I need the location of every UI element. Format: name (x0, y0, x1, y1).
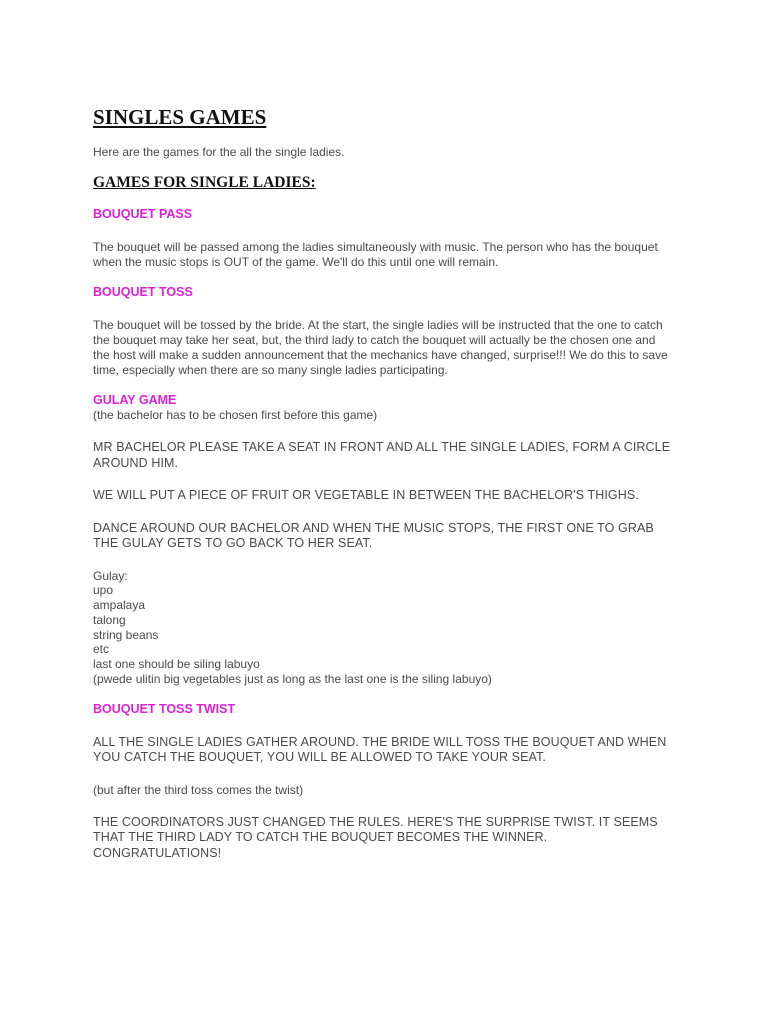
list-item: talong (93, 612, 126, 627)
game-heading-gulay: GULAY GAME (93, 393, 177, 407)
list-item: last one should be siling labuyo (93, 657, 260, 672)
list-item: etc (93, 642, 110, 657)
twist-note: (but after the third toss comes the twist) (93, 782, 304, 797)
gulay-paragraph: WE WILL PUT A PIECE OF FRUIT OR VEGETABLE IN BETWEEN THE BACHELOR'S THIGHS. (93, 488, 639, 502)
gulay-paragraph: MR BACHELOR PLEASE TAKE A SEAT IN FRONT AND ALL THE SINGLE LADIES, FORM A CIRCLE AROUND HIM. (93, 440, 671, 470)
game-heading-bouquet-toss-twist: BOUQUET TOSS TWIST (93, 701, 236, 716)
gulay-paragraph: DANCE AROUND OUR BACHELOR AND WHEN THE MUSIC STOPS, THE FIRST ONE TO GRAB THE GULAY GETS TO GO BACK TO HER SEAT. (93, 520, 654, 550)
twist-paragraph: ALL THE SINGLE LADIES GATHER AROUND. THE BRIDE WILL TOSS THE BOUQUET AND WHEN YOU CATCH THE BOUQUET, YOU WILL BE ALLOWED TO TAKE YOUR SEAT. (93, 734, 667, 765)
game-bouquet-pass (93, 207, 673, 270)
section-subtitle: GAMES FOR SINGLE LADIES: (93, 174, 316, 191)
list-item: upo (93, 583, 114, 598)
document-title: SINGLES GAMES (93, 105, 267, 129)
gulay-list (93, 569, 673, 687)
list-item: Gulay: (93, 568, 128, 583)
game-text-bouquet-pass: The bouquet will be passed among the ladies simultaneously with music. The person who has the bouquet when the music stops is OUT of the game. We'll do this until one will remain. (93, 240, 658, 269)
list-item: ampalaya (93, 598, 146, 613)
list-item: (pwede ulitin big vegetables just as long as the last one is the siling labuyo) (93, 672, 492, 687)
game-bouquet-toss (93, 285, 673, 378)
game-bouquet-toss-twist (93, 702, 673, 862)
game-gulay (93, 393, 673, 687)
game-text-bouquet-toss: The bouquet will be tossed by the bride. At the start, the single ladies will be instructed that the one to catch the bouquet may take her seat, but, the third lady to catch the bouquet will actually be the chosen one and the host will make a sudden announcement that the mechanics have changed, surprise!!! We do this to save time, especially when there are so many single ladies participating. (93, 318, 668, 377)
gulay-note: (the bachelor has to be chosen first before this game) (93, 408, 378, 422)
intro-text: Here are the games for the all the single ladies. (93, 145, 345, 159)
twist-paragraph: THE COORDINATORS JUST CHANGED THE RULES. HERE'S THE SURPRISE TWIST. IT SEEMS THAT THE THIRD LADY TO CATCH THE BOUQUET BECOMES THE WINNER. CONGRATULATIONS! (93, 814, 658, 860)
game-heading-bouquet-toss: BOUQUET TOSS (93, 285, 193, 299)
list-item: string beans (93, 627, 159, 642)
game-heading-bouquet-pass: BOUQUET PASS (93, 207, 193, 221)
document-page (93, 104, 673, 878)
